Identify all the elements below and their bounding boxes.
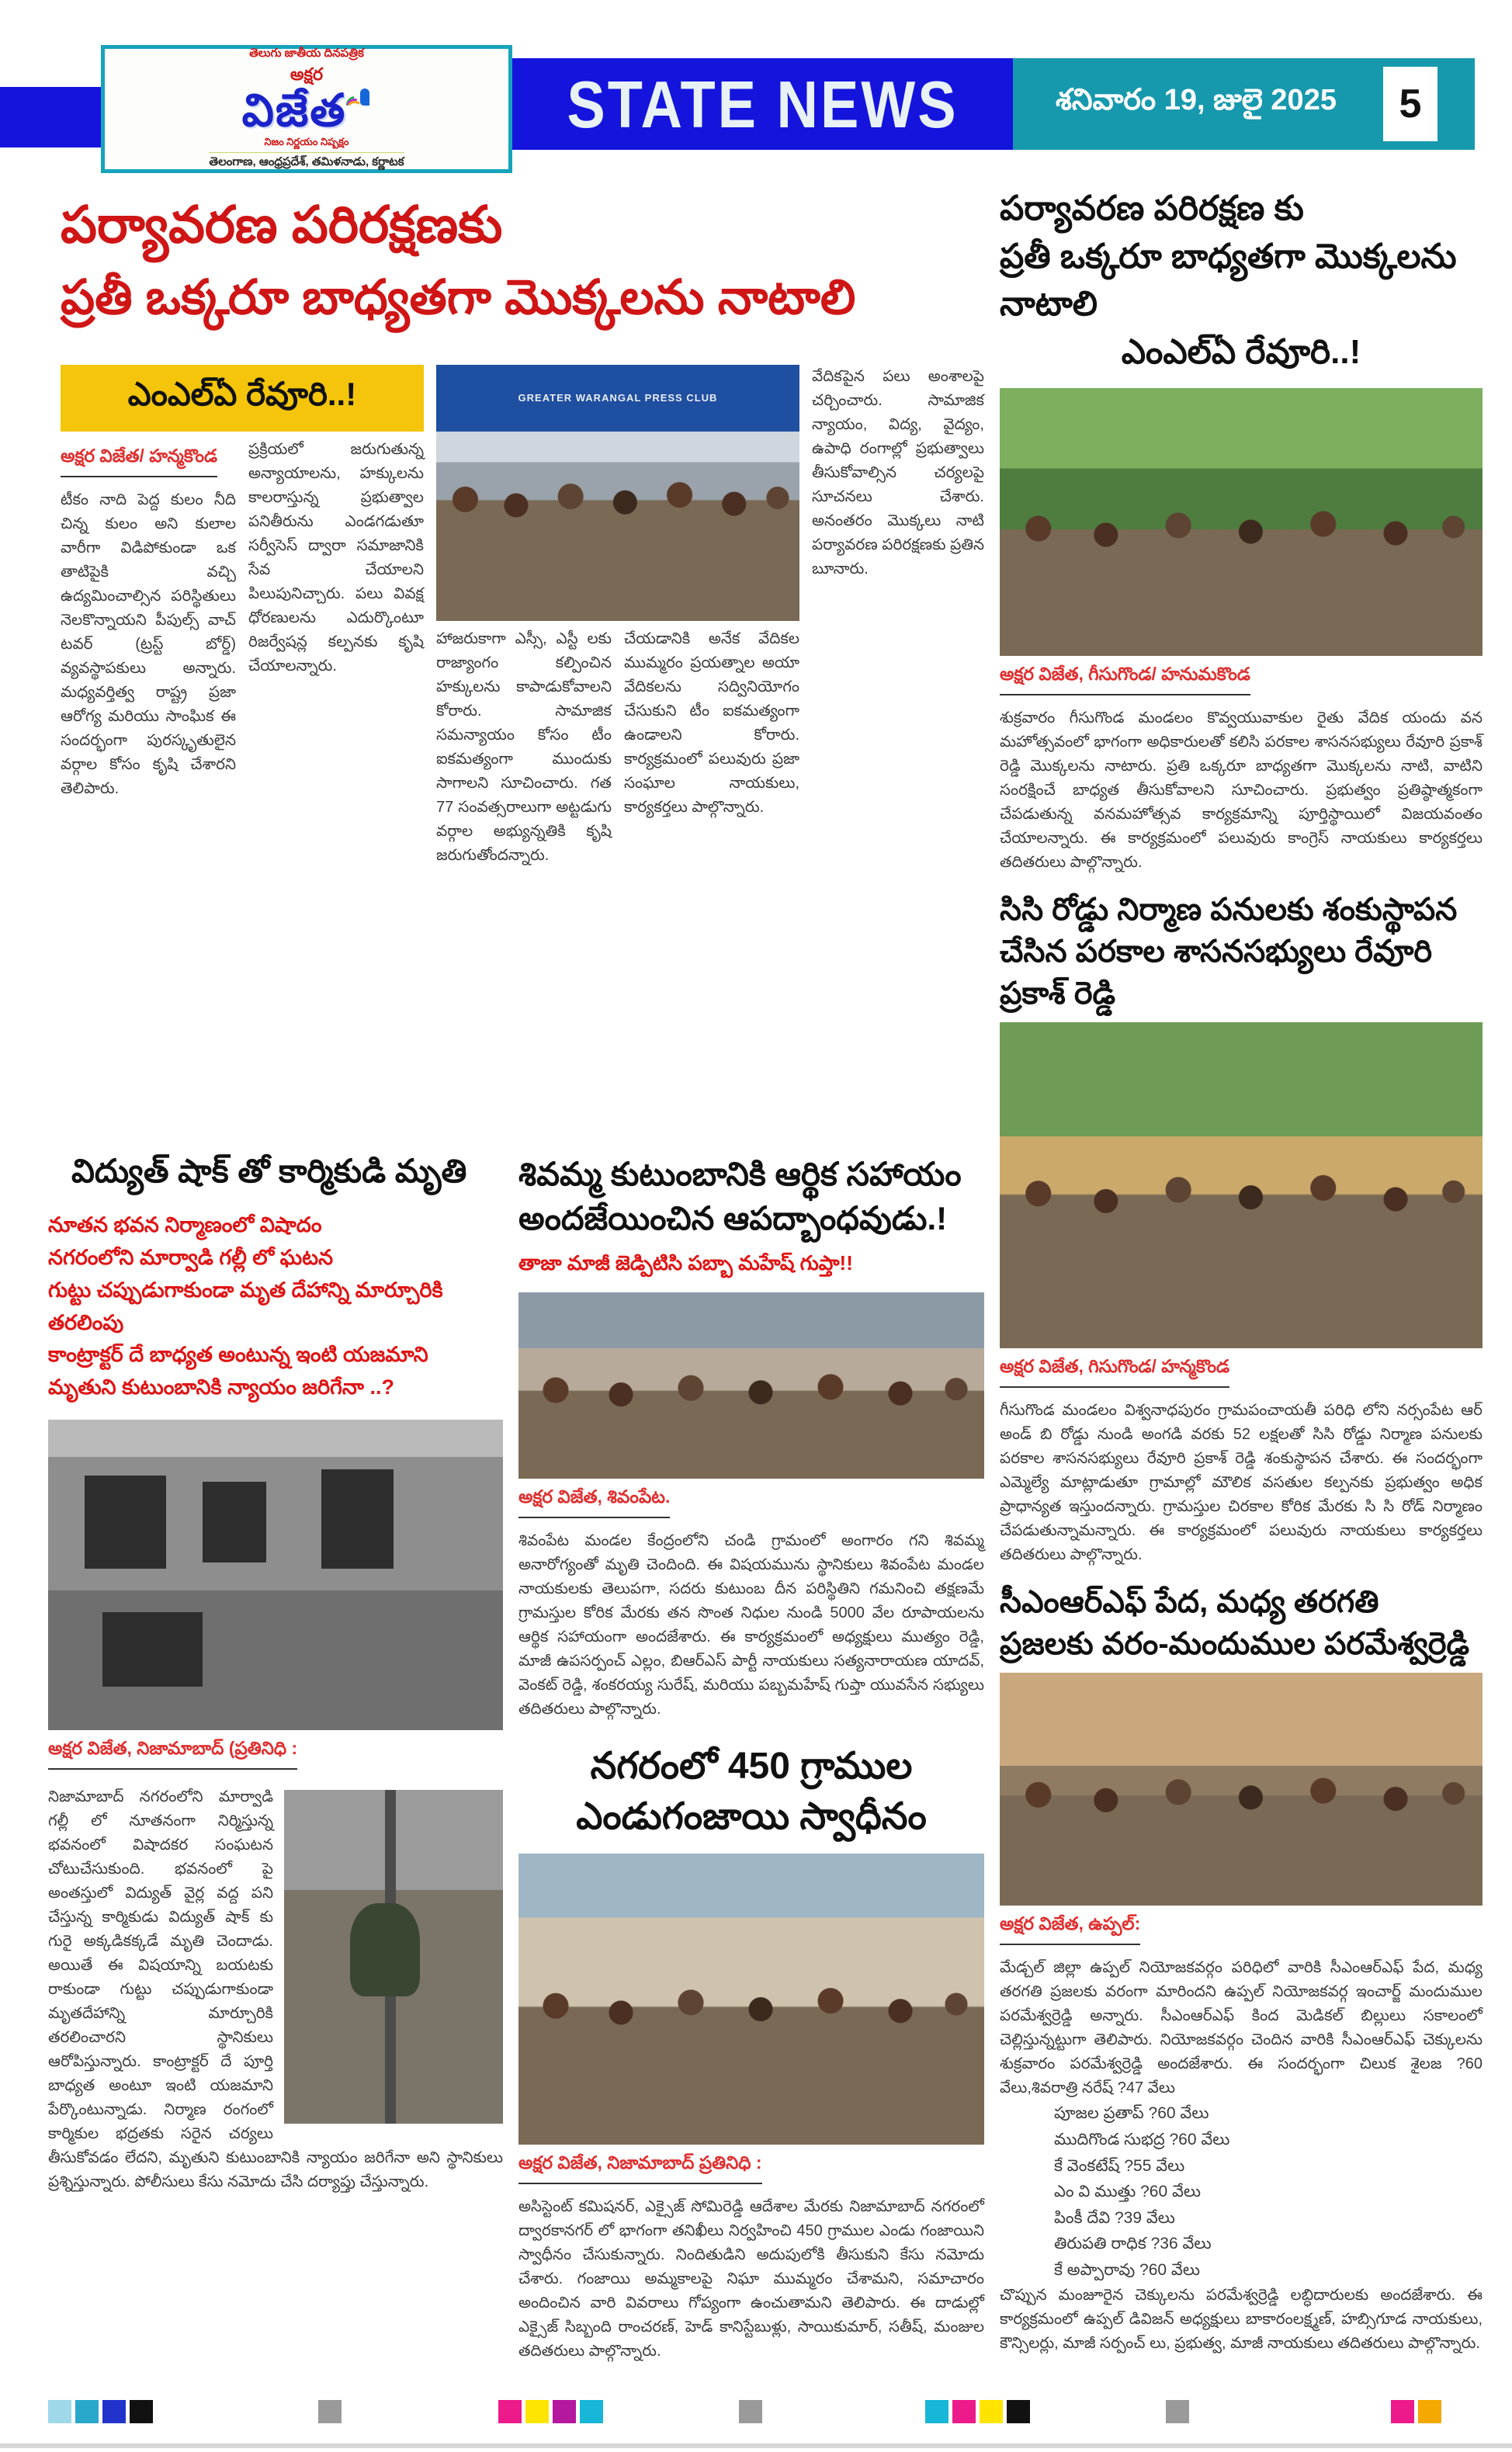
electrocution-sub4: కాంట్రాక్టర్ దే బాధ్యత అంటున్న ఇంటి యజమాని	[48, 1343, 428, 1367]
shivamma-headline-line2: అందజేయించిన ఆపద్బాంధవుడు.!	[518, 1199, 948, 1236]
ganja-byline: అక్షర విజేత, నిజామాబాద్ ప్రతినిధి :	[518, 2152, 762, 2184]
right-rail	[1000, 185, 1483, 2356]
lead-body-col1: టీకం నాది పెద్ద కులం నీది చిన్న కులం అని కులాల వారీగా విడిపోకుండా ఒక తాటిపైకి వచ్చి ఉద్యమించాల్సిన పరిస్థితులు నెలకొన్నాయని పీపుల్స్ వాచ్ టవర్ (ట్రస్ట్ బోర్డ్) వ్యవస్థాపకులు అన్నారు. మధ్యవర్తిత్వ రాష్ట్ర ప్రజా ఆరోగ్య మరియు సాంఘిక ఈ సందర్భంగా పురస్కృతులైన వర్గాల కోసం కృషి చేశారని తెలిపారు.	[61, 491, 236, 797]
color-square	[1166, 2400, 1189, 2423]
mark-gray-3	[1166, 2400, 1189, 2423]
print-registration-marks	[0, 2400, 1512, 2426]
section-title: STATE NEWS	[567, 67, 959, 141]
lead-col-2	[248, 438, 424, 801]
electrocution-sub1: నూతన భవన నిర్మాణంలో విషాదం	[48, 1213, 322, 1236]
color-square	[130, 2400, 153, 2423]
rail-article3-body-intro: మేడ్చల్ జిల్లా ఉప్పల్ నియోజకవర్గం పరిధిలో వారికి సీఎంఆర్ఎఫ్ పేద, మధ్య తరగతి ప్రజలకు వరంగా మారిందని ఉప్పల్ నియోజకవర్గ ఇంచార్జ్ మందుముల పరమేశ్వర్రెడ్డి అన్నారు. సీఎంఆర్ఎఫ్ కింద మెడికల్ బిల్లులు సకాలంలో చెల్లిస్తున్నట్టుగా తెలిపారు. నియోజకవర్గం చెందిన వారికి సీఎంఆర్ఎఫ్ చెక్కులను శుక్రవారం పరమేశ్వర్రెడ్డి అందజేశారు. ఈ సందర్భంగా చిలుక శైలజ ?60 వేలు,శివరాత్రి నరేష్ ?47 వేలు	[1000, 1959, 1483, 2097]
rail-article3-headline-line1: సీఎంఆర్ఎఫ్ పేద, మధ్య తరగతి	[1000, 1585, 1379, 1620]
mark-group-4	[1391, 2400, 1441, 2423]
electrocution-sub3: గుట్టు చప్పుడుగాకుండా మృత దేహాన్ని మార్చూరికి తరలింపు	[48, 1278, 443, 1334]
color-square	[498, 2400, 522, 2423]
grant-item: కే అప్పారావు ?60 వేలు	[1054, 2260, 1200, 2279]
color-square	[1391, 2400, 1414, 2423]
color-square	[553, 2400, 576, 2423]
cmrf-crowd	[1000, 1771, 1483, 1906]
ganja-headline-line2: ఎండుగంజాయి స్వాధీనం	[576, 1796, 927, 1838]
lead-col-3	[436, 627, 612, 868]
shivamma-strap: తాజా మాజీ జెడ్పిటిసి పబ్బా మహేష్ గుప్తా!!	[518, 1251, 853, 1275]
electrocution-headline: విద్యుత్ షాక్ తో కార్మికుడి మృతి	[71, 1153, 467, 1189]
rail-article1-body: శుక్రవారం గీసుగొండ మండలం కొవ్వయువాకుల రైతు వేదిక యందు వన మహోత్సవంలో భాగంగా అధికారులతో కలిసి పరకాల శాసనసభ్యులు రేవూరి ప్రకాశ్ రెడ్డి మొక్కలను నాటారు. ప్రతి ఒక్కరూ బాధ్యతగా మొక్కలను నాటి, వాటిని సంరక్షించే బాధ్యత తీసుకోవాలని సూచించారు. ప్రభుత్వం ప్రతిష్ఠాత్మకంగా చేపడుతున్న వనమహోత్సవ కార్యక్రమాన్ని పూర్తిస్థాయిలో విజయవంతం చేయాలన్నారు. ఈ కార్యక్రమంలో పలువురు కాంగ్రెస్ నాయకులు కార్యకర్తలు తదితరులు పాల్గొన్నారు.	[1000, 709, 1483, 872]
building-photo	[48, 1420, 503, 1730]
electrocution-body: నిజామాబాద్ నగరంలోని మార్వాడి గల్లీ లో నూతనంగా నిర్మిస్తున్న భవనంలో విషాదకర సంఘటన చోటుచేసుకుంది. భవనంలో పై అంతస్తులో విద్యుత్ వైర్ల వద్ద పని చేస్తున్న కార్మికుడు విద్యుత్ షాక్ కు గురై అక్కడికక్కడే మృతి చెందాడు. అయితే ఈ విషయాన్ని బయటకు రాకుండా గుట్టు చప్పుడుగాకుండా మృతదేహాన్ని మార్చూరికి తరలించారని స్థానికులు ఆరోపిస్తున్నారు. కాంట్రాక్టర్ దే పూర్తి బాధ్యత అంటూ ఇంటి యజమాని పేర్కొంటున్నాడు. నిర్మాణ రంగంలో కార్మికుల భద్రతకు సరైన చర్యలు తీసుకోవడం లేదని, మృతుని కుటుంబానికి న్యాయం జరిగేనా అని స్థానికులు ప్రశ్నిస్తున్నారు. పోలీసులు కేసు నమోదు చేసి దర్యాప్తు చేస్తున్నారు.	[48, 1788, 503, 2191]
lead-body-col5: వేదికపైన పలు అంశాలపై చర్చించారు. సామాజిక న్యాయం, విద్య, వైద్యం, ఉపాధి రంగాల్లో ప్రభుత్వాలు తీసుకోవాల్సిన చర్యలపై సూచనలు చేశారు. అనంతరం మొక్కలు నాటి పర్యావరణ పరిరక్షణకు ప్రతిన బూనారు.	[812, 368, 984, 577]
color-square	[318, 2400, 342, 2423]
mark-gray-1	[318, 2400, 342, 2423]
ganja-crowd	[518, 1975, 984, 2145]
lead-body-col3: హాజరుకాగా ఎస్సీ, ఎస్టీ లకు రాజ్యాంగం కల్పించిన హక్కులను కాపాడుకోవాలని కోరారు. సామాజిక సమన్యాయం కోసం టీం ఐకమత్యంగా ముందుకు సాగాలని సూచించారు. గత 77 సంవత్సరాలుగా అట్టడుగు వర్గాల అభ్యున్నతికి కృషి జరుగుతోందన్నారు.	[436, 630, 612, 864]
electrocution-sub2: నగరంలోని మార్వాడి గల్లీ లో ఘటన	[48, 1245, 334, 1269]
press-club-banner-text: GREATER WARANGAL PRESS CLUB	[518, 392, 718, 404]
shivamma-body: శివంపేట మండల కేంద్రంలోని చండి గ్రామంలో అంగారం గని శివమ్మ అనారోగ్యంతో మృతి చెందింది. ఈ విషయమును స్థానికులు శివంపేట మండల నాయకులకు తెలుపగా, సదరు కుటుంబ దీన పరిస్థితిని గమనించి తక్షణమే గ్రామస్తుల కోరిక మేరకు తన సొంత నిధుల నుండి 5000 వేల రూపాయలను ఆర్థిక సహాయంగా అందజేశారు. ఈ కార్యక్రమంలో అధ్యక్షులు ముత్యం రెడ్డి, మాజీ ఉపసర్పంచ్ ఎల్లం, బిఆర్ఎస్ పార్టీ నాయకులు సత్యనారాయణ యాదవ్, వెంకట్ రెడ్డి, శంకరయ్య సురేష్, మరియు పబ్బమహేష్ గుప్తా యువసేన సభ్యులు తదితరులు పాల్గొన్నారు.	[518, 1532, 984, 1718]
lead-body-col2: ప్రక్రియలో జరుగుతున్న అన్యాయాలను, హక్కులను కాలరాస్తున్న ప్రభుత్వాల పనితీరును ఎండగడుతూ సర్వీసెస్ ద్వారా సమాజానికి సేవ చేయాలని పిలుపునిచ్చారు. పలు వివక్ష ధోరణులను ఎదుర్కొంటూ రిజర్వేషన్ల కల్పనకు కృషి చేయాలన్నారు.	[248, 441, 424, 675]
grant-item: ఎం వి ముత్తు ?60 వేలు	[1054, 2183, 1202, 2201]
grant-item: పూజల ప్రతాప్ ?60 వేలు	[1054, 2104, 1209, 2123]
rail-article3-headline	[1000, 1581, 1483, 1665]
rail-article2-headline-line1: సిసి రోడ్డు నిర్మాణ పనులకు శంకుస్థాపన	[1000, 893, 1458, 928]
press-club-crowd	[436, 473, 799, 621]
lead-article-left-half	[61, 365, 424, 1133]
page-number: 5	[1399, 82, 1422, 127]
lead-byline: అక్షర విజేత/ హన్మకొండ	[61, 446, 217, 477]
color-square	[102, 2400, 126, 2423]
color-square	[75, 2400, 99, 2423]
rail-article1-headline	[1000, 185, 1483, 376]
lead-headline	[61, 192, 992, 328]
rail-article2-headline-line2: చేసిన పరకాల శాసనసభ్యులు రేవూరి ప్రకాశ్ రెడ్డి	[1000, 935, 1433, 1011]
masthead-regions: తెలంగాణ, ఆంధ్రప్రదేశ్, తమిళనాడు, కర్ణాటక	[209, 152, 404, 172]
color-square	[1418, 2400, 1441, 2423]
lead-kicker-box	[61, 365, 424, 432]
ganja-seizure-photo	[518, 1854, 984, 2145]
road-foundation-crowd	[1000, 1160, 1483, 1349]
road-foundation-photo	[1000, 1022, 1483, 1348]
ganja-headline-line1: నగరంలో 450 గ్రాముల	[590, 1746, 913, 1788]
lead-body-col4: చేయడానికి అనేక వేదికల ముమ్మరం ప్రయత్నాల అయా వేదికలను సద్వినియోగం చేసుకుని టీం ఐకమత్యంగా ఉండాలని కోరారు. కార్యక్రమంలో పలువురు ప్రజా సంఘాల నాయకులు, కార్యకర్తలు పాల్గొన్నారు.	[624, 630, 799, 816]
rail-article1-headline-line1: పర్యావరణ పరిరక్షణ కు	[1000, 189, 1304, 227]
masthead	[101, 45, 512, 173]
lead-col-1	[61, 438, 236, 801]
mark-group-2	[498, 2400, 603, 2423]
color-square	[980, 2400, 1003, 2423]
masthead-slogan: నిజం నిర్ణయం నిష్పక్షం	[264, 136, 349, 147]
electrocution-sub5: మృతుని కుటుంబానికి న్యాయం జరిగేనా ..?	[48, 1375, 394, 1399]
color-square	[952, 2400, 976, 2423]
color-square	[580, 2400, 603, 2423]
lead-headline-line1: పర్యావరణ పరిరక్షణకు	[61, 196, 503, 253]
lead-article	[61, 365, 984, 1133]
rail-article1-byline: అక్షర విజేత, గీసుగొండ/ హనుమకొండ	[1000, 664, 1250, 695]
color-square	[48, 2400, 71, 2423]
rail-article3-body-outro: చొప్పున మంజూరైన చెక్కులను పరమేశ్వర్రెడ్డి లబ్ధిదారులకు అందజేశారు. ఈ కార్యక్రమంలో ఉప్పల్ డివిజన్ అధ్యక్షులు బాకారంలక్ష్మణ్, హబ్సిగూడ నాయకులు, కౌన్సిలర్లు, మాజీ సర్పంచ్ లు, ప్రభుత్వ, మాజీ నాయకులు తదితరులు పాల్గొన్నారు.	[1000, 2286, 1483, 2352]
rail-article2-headline	[1000, 889, 1483, 1014]
page-number-box	[1383, 67, 1437, 141]
plantation-photo	[1000, 388, 1483, 656]
section-banner	[512, 58, 1013, 150]
worker-photo	[284, 1790, 503, 2124]
grant-item: తిరుపతి రాధిక ?36 వేలు	[1054, 2235, 1212, 2253]
electrocution-byline: అక్షర విజేత, నిజామాబాద్ (ప్రతినిధి :	[48, 1738, 297, 1770]
lead-col-4	[624, 627, 799, 868]
ganja-body: అసిస్టెంట్ కమిషనర్, ఎక్సైజ్ సోమిరెడ్డి ఆదేశాల మేరకు నిజామాబాద్ నగరంలో ద్వారకానగర్ లో భాగంగా తనిఖీలు నిర్వహించి 450 గ్రాముల ఎండు గంజాయిని స్వాధీనం చేసుకున్నారు. నిందితుడిని అదుపులోకి తీసుకుని కేసు నమోదు చేశారు. గంజాయి అమ్మకాలపై నిఘా ముమ్మరం చేశామని, సమాచారం అందించిన వారి వివరాలు గోప్యంగా ఉంచుతామని తెలిపారు. ఈ దాడుల్లో ఎక్సైజ్ సిబ్బంది రాంచరణ్, హెడ్ కానిస్టేబుళ్లు, సాయికుమార్, సతీష్, మంజుల తదితరులు పాల్గొన్నారు.	[518, 2197, 984, 2360]
rail-article2-body: గీసుగొండ మండలం విశ్వనాధపురం గ్రామపంచాయతీ పరిధి లోని నర్సంపేట ఆర్ అండ్ బి రోడ్డు నుండి అంగడి వరకు 52 లక్షలతో సిసి రోడ్డు నిర్మాణ పనులకు పరకాల శాసనసభ్యులు రేవూరి ప్రకాశ్ రెడ్డి శంకుస్థాపన చేశారు. ఈ సందర్భంగా ఎమ్మెల్యే మాట్లాడుతూ గ్రామాల్లో మౌలిక వసతుల కల్పనకు ప్రభుత్వం అధిక ప్రాధాన్యత ఇస్తుందన్నారు. గ్రామస్తుల చిరకాల కోరిక మేరకు సి సి రోడ్ నిర్మాణం చేపడుతున్నామన్నారు. ఈ కార్యక్రమంలో పలువురు నాయకులు కార్యకర్తలు తదితరులు పాల్గొన్నారు.	[1000, 1402, 1483, 1564]
plantation-crowd	[1000, 501, 1483, 656]
mark-group-3	[925, 2400, 1030, 2423]
electrocution-article	[48, 1153, 503, 2194]
color-square	[525, 2400, 549, 2423]
rail-article3-byline: అక్షర విజేత, ఉప్పల్:	[1000, 1913, 1140, 1945]
shivamma-headline-line1: శివమ్మ కుటుంబానికి ఆర్థిక సహాయం	[518, 1156, 962, 1192]
grant-item: పింకీ దేవి ?39 వేలు	[1054, 2208, 1175, 2227]
color-square	[1007, 2400, 1030, 2423]
lead-kicker-text: ఎంఎల్ఏ రేవూరి..!	[127, 375, 357, 412]
mark-group-1	[48, 2400, 153, 2423]
grant-item: కే వెంకటేష్ ?55 వేలు	[1054, 2156, 1185, 2175]
rail-article1-headline-line3: ఎంఎల్ఏ రేవూరి..!	[1121, 332, 1361, 371]
color-square	[925, 2400, 948, 2423]
ganja-headline	[518, 1742, 984, 1843]
lead-headline-line2: ప్రతీ ఒక్కరూ బాధ్యతగా మొక్కలను నాటాలి	[61, 270, 856, 324]
rail-article2-byline: అక్షర విజేత, గిసుగొండ/ హన్మకొండ	[1000, 1356, 1229, 1388]
cmrf-cheques-photo	[1000, 1673, 1483, 1906]
bottom-rule	[0, 2443, 1512, 2448]
edition-date: శనివారం 19, జులై 2025	[1056, 84, 1337, 116]
shivamma-byline: అక్షర విజేత, శివంపేట.	[518, 1486, 670, 1518]
grant-item: ముదిగొండ సుభద్ర ?60 వేలు	[1054, 2130, 1230, 2149]
shivamma-headline	[518, 1153, 984, 1240]
cmrf-grant-list	[1000, 2100, 1483, 2283]
rail-article1-headline-line2: ప్రతీ ఒక్కరూ బాధ్యతగా మొక్కలను నాటాలి	[1000, 237, 1457, 324]
press-club-photo	[436, 365, 799, 621]
mark-gray-2	[739, 2400, 762, 2423]
masthead-title: విజేత	[241, 85, 347, 136]
shivamma-crowd	[518, 1371, 984, 1479]
lead-col-5	[812, 365, 984, 1133]
worker-shape	[350, 1903, 420, 1996]
masthead-tagline: తెలుగు జాతీయ దినపత్రిక	[249, 47, 364, 60]
shivamma-photo	[518, 1292, 984, 1479]
lead-article-center-half	[436, 365, 799, 1133]
rail-article3-headline-line2: ప్రజలకు వరం-మందుముల పరమేశ్వర్రెడ్డి	[1000, 1627, 1470, 1662]
color-square	[739, 2400, 762, 2423]
middle-column	[518, 1153, 984, 2364]
masthead-prefix: అక్షర	[290, 64, 324, 84]
peacock-icon	[351, 88, 371, 120]
